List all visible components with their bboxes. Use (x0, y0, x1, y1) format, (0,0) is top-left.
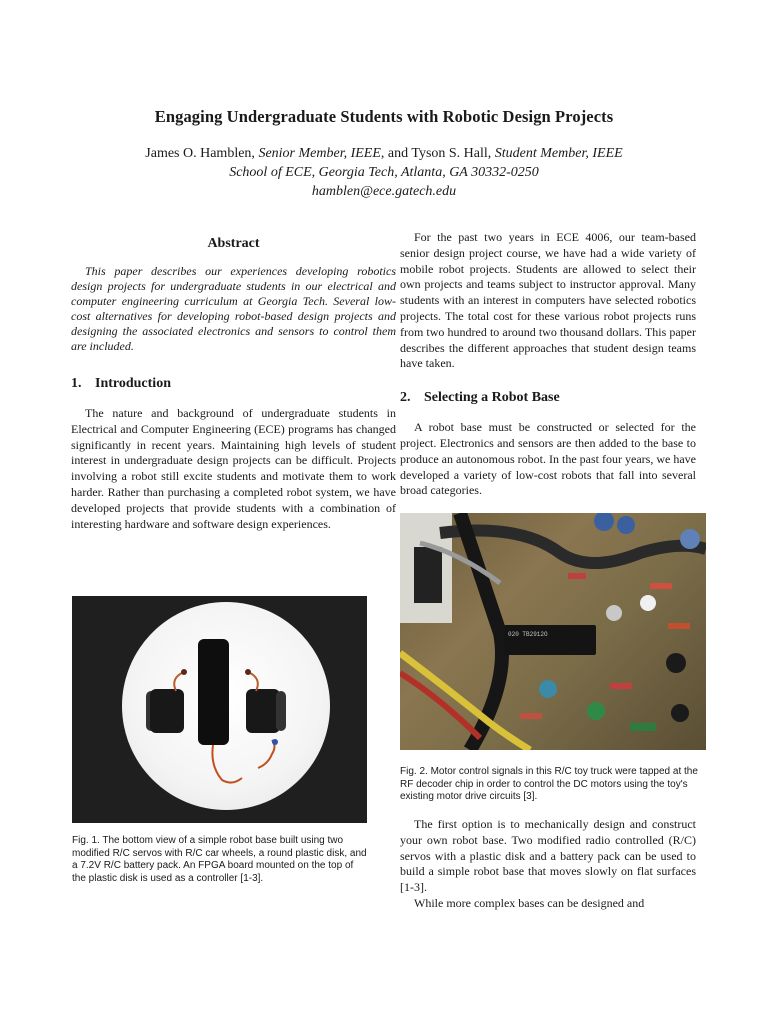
author-connector: , and Tyson S. Hall, (380, 146, 495, 161)
figure2-image (400, 513, 706, 750)
right-column-lower (400, 817, 696, 912)
author1-name: James O. Hamblen, (145, 146, 259, 161)
section1-paragraph: The nature and background of undergraduate students in Electrical and Computer Engineering (ECE) programs has changed significantly in recent years. Maintaining high levels of student interest in undergraduate design projects can be difficult. Projects involving a robot still excite students and motivate them to work harder. Rather than purchasing a completed robot system, we have developed projects that provide students with a combination of interesting hardware and software design experiences. (71, 406, 396, 531)
author-block (0, 144, 768, 201)
figure1-caption: Fig. 1. The bottom view of a simple robot base built using two modified R/C servos with R/C car wheels, a round plastic disk, and a 7.2V R/C battery pack. An FPGA board mounted on the top of the plastic disk is used as a controller [1-3]. (72, 835, 367, 884)
right-column (400, 230, 696, 499)
abstract-text: This paper describes our experiences developing robotics design projects for undergraduate students in our electrical and computer engineering curriculum at Georgia Tech. Several low-cost alternatives for developing robot-based design projects and designing the associated electronics and sensors to control them are included. (71, 264, 396, 353)
section2-heading (400, 390, 696, 406)
affiliation: School of ECE, Georgia Tech, Atlanta, GA 30332-0250 (229, 165, 539, 180)
section1-title: Introduction (95, 376, 171, 391)
email: hamblen@ece.gatech.edu (311, 184, 457, 199)
section1-heading (71, 376, 396, 392)
section2-paragraph1: A robot base must be constructed or selected for the project. Electronics and sensors are then added to the base to produce an autonomous robot. In the past four years, we have developed a variety of low-cost robots that fall into several broad categories. (400, 420, 696, 498)
section2-paragraph3: While more complex bases can be designed and (414, 895, 645, 910)
figure1-image (72, 596, 367, 823)
paper-title: Engaging Undergraduate Students with Robotic Design Projects (154, 107, 614, 126)
intro-continued-paragraph: For the past two years in ECE 4006, our team-based senior design project course, we have had a wide variety of mobile robot projects. Students are allowed to select their own projects and teams subject to instructor approval. Many students with an interest in computers have selected robotics projects. The total cost for these various robot projects runs from two hundred to around two thousand dollars. This paper describes the different approaches that student design teams have taken. (400, 230, 696, 371)
rf-decoder-chip (504, 625, 596, 655)
abstract-heading: Abstract (207, 236, 260, 251)
section2-paragraph2: The first option is to mechanically design and construct your own robot base. Two modified radio controlled (R/C) servos with a plastic disk and a battery pack can be used to build a simple robot base that moves slowly on flat surfaces [1-3]. (400, 817, 696, 895)
figure2-caption: Fig. 2. Motor control signals in this R/C toy truck were tapped at the RF decoder chip in order to control the DC motors using the toy's existing motor drive circuits [3]. (400, 766, 698, 802)
chip-marking: 020 TB2912O (508, 631, 548, 638)
author1-role: Senior Member, IEEE (258, 146, 381, 161)
author2-role: Student Member, IEEE (494, 146, 623, 161)
section2-number: 2. (400, 390, 411, 406)
servo-wires (72, 596, 367, 823)
section2-title: Selecting a Robot Base (424, 390, 560, 406)
left-column (71, 230, 396, 532)
section1-number: 1. (71, 376, 82, 391)
author-line (0, 144, 768, 163)
